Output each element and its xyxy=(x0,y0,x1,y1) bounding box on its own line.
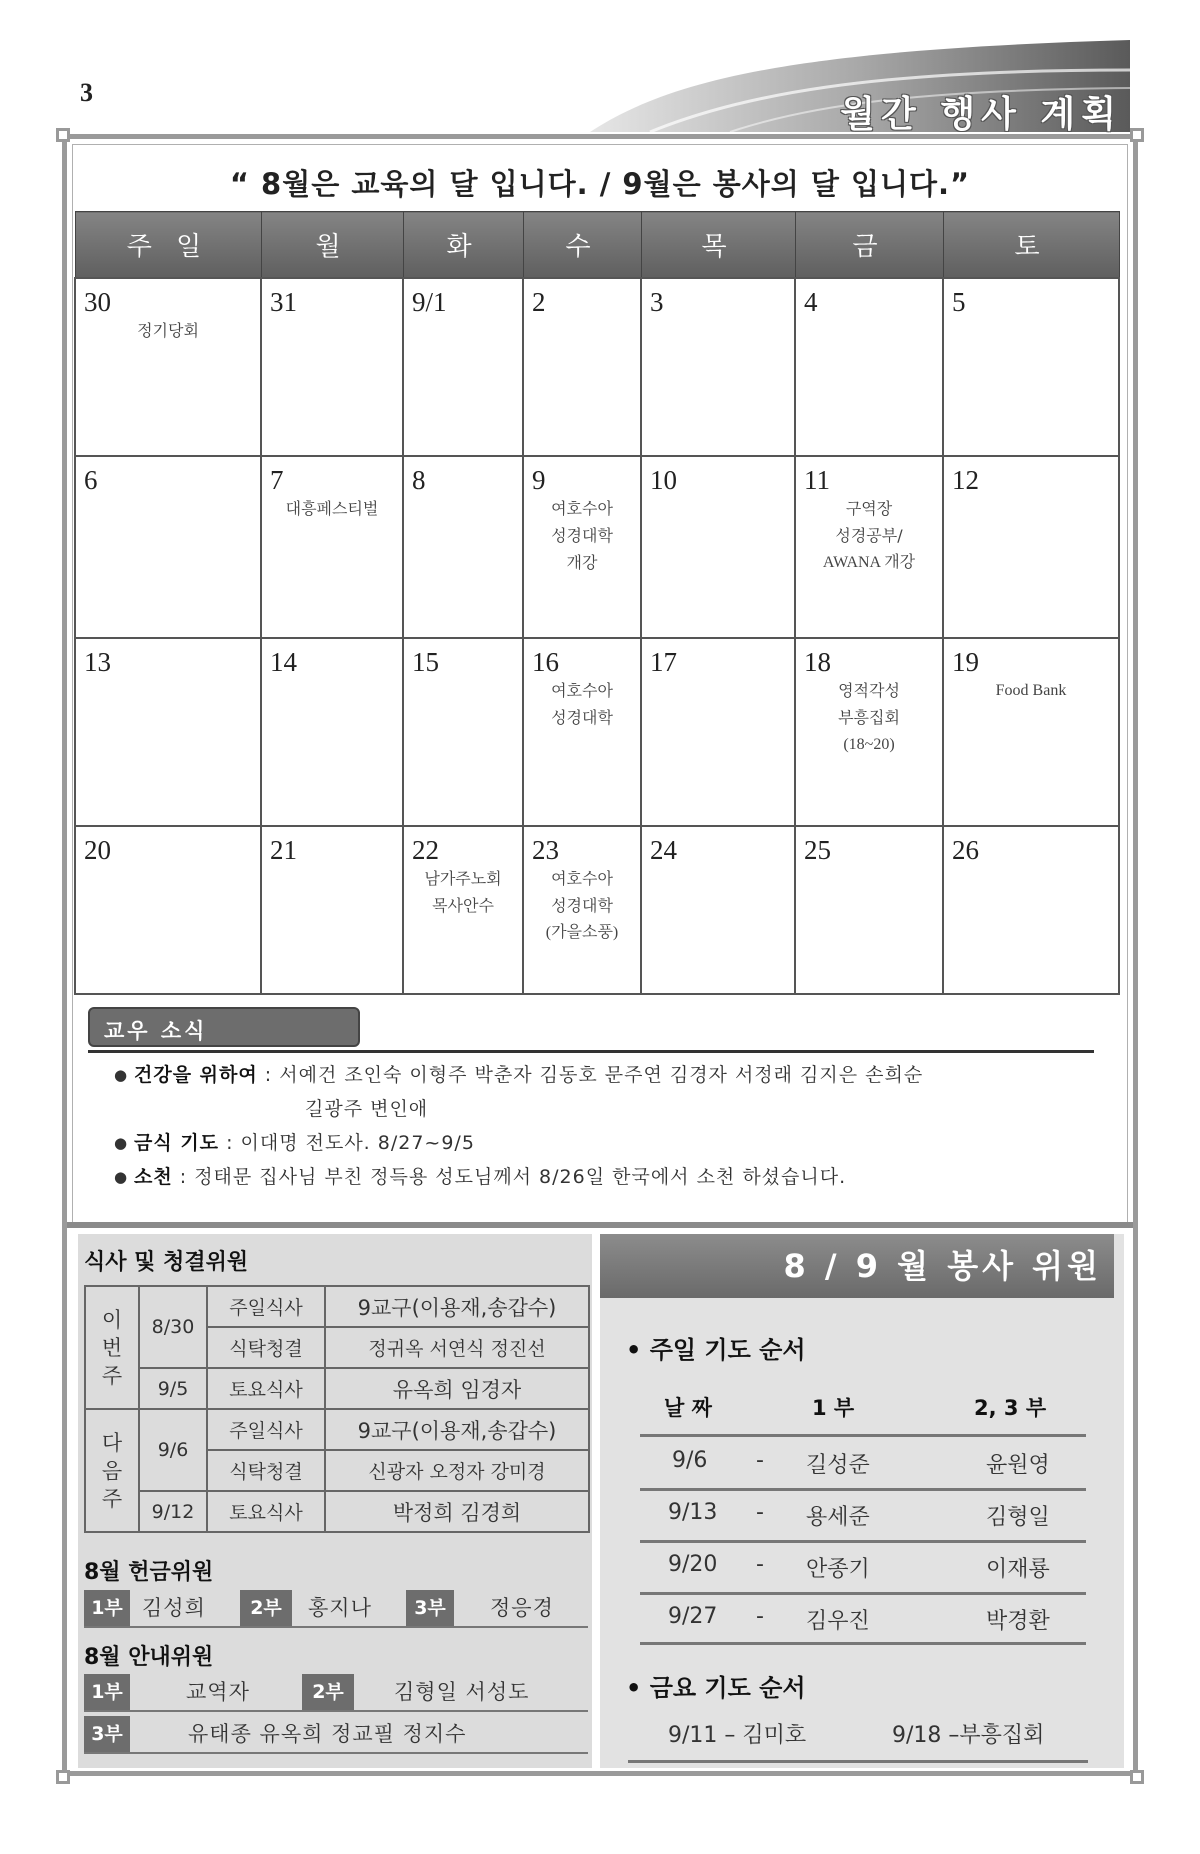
prayer-second-third: 박경환 xyxy=(986,1609,1050,1634)
calendar-event: Food Bank xyxy=(995,681,1067,699)
day-number: 11 xyxy=(804,464,830,495)
divider xyxy=(640,1592,1086,1595)
usher-roster xyxy=(84,1672,588,1712)
day-number: 12 xyxy=(952,464,979,495)
divider xyxy=(640,1488,1086,1491)
prayer-date: 9/27 xyxy=(668,1604,718,1629)
weekday-header: 목 xyxy=(641,212,795,278)
prayer-date: 9/20 xyxy=(668,1552,718,1577)
calendar-day-cell xyxy=(795,278,943,456)
corner-ornament xyxy=(56,128,70,142)
news-text: : 서예건 조인숙 이형주 박춘자 김동호 문주연 김경자 서정래 김지은 손희순 xyxy=(257,1064,924,1086)
table-row xyxy=(85,1368,589,1409)
names-cell: 박정희 김경희 xyxy=(325,1491,589,1532)
day-number: 23 xyxy=(532,834,559,865)
member-name: 홍지나 xyxy=(308,1596,372,1620)
news-text: : 이대명 전도사. 8/27~9/5 xyxy=(219,1132,475,1154)
day-number: 8 xyxy=(412,464,426,495)
calendar-day-cell xyxy=(403,826,523,994)
day-number: 16 xyxy=(532,646,559,677)
day-number: 17 xyxy=(650,646,677,677)
calendar-day-cell xyxy=(795,456,943,638)
date-cell: 9/6 xyxy=(139,1409,207,1491)
prayer-second-third: 윤원영 xyxy=(986,1453,1050,1478)
divider xyxy=(640,1540,1086,1543)
day-number: 18 xyxy=(804,646,831,677)
calendar-event: 성경대학 xyxy=(551,707,613,727)
day-number: 10 xyxy=(650,464,677,495)
day-number: 25 xyxy=(804,834,831,865)
calendar-table xyxy=(74,211,1120,995)
week-label: 다 음 주 xyxy=(85,1409,139,1532)
col-date-header: 날 짜 xyxy=(664,1396,712,1420)
calendar-day-cell xyxy=(641,278,795,456)
calendar-day-cell xyxy=(943,456,1119,638)
day-number: 6 xyxy=(84,464,98,495)
calendar-event: 남가주노회 xyxy=(424,868,502,888)
meal-duty-table xyxy=(84,1285,590,1533)
day-number: 19 xyxy=(952,646,979,677)
col-second-third-header: 2, 3 부 xyxy=(974,1396,1047,1420)
calendar-event: 영적각성 xyxy=(838,680,900,700)
calendar-day-cell xyxy=(943,826,1119,994)
day-number: 5 xyxy=(952,286,966,317)
duty-cell: 주일식사 xyxy=(207,1286,325,1327)
member-name: 김형일 서성도 xyxy=(394,1680,530,1704)
calendar-day-cell xyxy=(403,456,523,638)
calendar-day-cell xyxy=(641,456,795,638)
duty-cell: 주일식사 xyxy=(207,1409,325,1450)
calendar-day-cell xyxy=(75,638,261,826)
news-item xyxy=(114,1126,1114,1160)
prayer-first: 김우진 xyxy=(806,1609,870,1634)
calendar-week-row xyxy=(75,638,1119,826)
dash: - xyxy=(756,1552,764,1577)
calendar-week-row xyxy=(75,456,1119,638)
prayer-first: 안종기 xyxy=(806,1557,870,1582)
calendar-event: (가을소풍) xyxy=(545,923,619,941)
prayer-row xyxy=(640,1500,1086,1540)
member-name: 유태종 유옥희 정교필 정지수 xyxy=(188,1722,467,1746)
calendar-week-row xyxy=(75,826,1119,994)
service-tag: 1부 xyxy=(84,1590,130,1626)
meal-duty-title: 식사 및 청결위원 xyxy=(84,1250,249,1275)
weekday-header: 월 xyxy=(261,212,403,278)
calendar-day-cell xyxy=(261,456,403,638)
offering-title: 8월 헌금위원 xyxy=(84,1560,214,1585)
calendar-day-cell xyxy=(523,826,641,994)
table-row xyxy=(85,1409,589,1450)
prayer-second-third: 이재룡 xyxy=(986,1557,1050,1582)
news-list xyxy=(114,1058,1114,1194)
news-item xyxy=(114,1058,1114,1092)
news-label: 건강을 위하여 xyxy=(134,1064,258,1086)
calendar-event: 성경공부/ xyxy=(835,525,903,545)
day-number: 21 xyxy=(270,834,297,865)
divider xyxy=(88,1050,1094,1053)
service-tag: 3부 xyxy=(84,1716,130,1752)
prayer-row xyxy=(640,1448,1086,1488)
friday-prayer-row xyxy=(668,1718,1088,1749)
duty-cell: 토요식사 xyxy=(207,1491,325,1532)
news-label: 금식 기도 xyxy=(134,1132,220,1154)
weekday-header: 토 xyxy=(943,212,1119,278)
prayer-table-header xyxy=(640,1392,1080,1428)
calendar-day-cell xyxy=(75,278,261,456)
prayer-row xyxy=(640,1604,1086,1644)
calendar-day-cell xyxy=(641,826,795,994)
calendar-day-cell xyxy=(523,456,641,638)
date-cell: 9/12 xyxy=(139,1491,207,1532)
corner-ornament xyxy=(1130,1770,1144,1784)
divider xyxy=(640,1642,1086,1645)
calendar-event: 성경대학 xyxy=(551,895,613,915)
dash: - xyxy=(756,1604,764,1629)
calendar-day-cell xyxy=(403,638,523,826)
news-label: 소천 xyxy=(134,1166,173,1188)
news-text: : 정태문 집사님 부친 정득용 성도님께서 8/26일 한국에서 소천 하셨습니다. xyxy=(172,1166,847,1188)
bullet-icon: ● xyxy=(114,1168,129,1186)
service-tag: 2부 xyxy=(302,1674,354,1710)
calendar-day-cell xyxy=(795,826,943,994)
weekday-header: 주 일 xyxy=(75,212,261,278)
day-number: 20 xyxy=(84,834,111,865)
header-title: 월간 행사 계획 xyxy=(840,94,1122,135)
section-separator xyxy=(67,1222,1133,1228)
week-label: 이 번 주 xyxy=(85,1286,139,1409)
names-cell: 신광자 오정자 강미경 xyxy=(325,1450,589,1491)
day-number: 9 xyxy=(532,464,546,495)
corner-ornament xyxy=(56,1770,70,1784)
calendar-day-cell xyxy=(261,278,403,456)
sunday-prayer-title: • 주일 기도 순서 xyxy=(626,1336,806,1364)
duty-cell: 식탁청결 xyxy=(207,1450,325,1491)
friday-prayer-item: 9/11 – 김미호 xyxy=(668,1723,807,1748)
news-section-tab: 교우 소식 xyxy=(88,1007,360,1047)
corner-ornament xyxy=(1130,128,1144,142)
weekday-header: 수 xyxy=(523,212,641,278)
duty-cell: 토요식사 xyxy=(207,1368,325,1409)
day-number: 3 xyxy=(650,286,664,317)
calendar-day-cell xyxy=(943,638,1119,826)
service-banner: 8 / 9 월 봉사 위원 xyxy=(600,1234,1114,1298)
news-text-continued: 길광주 변인애 xyxy=(305,1098,429,1120)
date-cell: 8/30 xyxy=(139,1286,207,1368)
weekday-header: 화 xyxy=(403,212,523,278)
divider xyxy=(640,1434,1086,1437)
day-number: 2 xyxy=(532,286,546,317)
names-cell: 유옥희 임경자 xyxy=(325,1368,589,1409)
day-number: 31 xyxy=(270,286,297,317)
day-number: 30 xyxy=(84,286,111,317)
prayer-date: 9/13 xyxy=(668,1500,718,1525)
monthly-motto: “ 8월은 교육의 달 입니다. / 9월은 봉사의 달 입니다.” xyxy=(229,167,971,201)
offering-roster xyxy=(84,1588,588,1628)
calendar-day-cell xyxy=(641,638,795,826)
prayer-row xyxy=(640,1552,1086,1592)
calendar-day-cell xyxy=(403,278,523,456)
news-item xyxy=(114,1160,1114,1194)
dash: - xyxy=(756,1448,764,1473)
calendar-day-cell xyxy=(795,638,943,826)
calendar-event: 대흥페스티벌 xyxy=(285,498,379,518)
day-number: 7 xyxy=(270,464,284,495)
day-number: 24 xyxy=(650,834,677,865)
friday-prayer-item: 9/18 –부흥집회 xyxy=(892,1723,1045,1748)
prayer-second-third: 김형일 xyxy=(986,1505,1050,1530)
bullet-icon: ● xyxy=(114,1134,129,1152)
calendar-day-cell xyxy=(523,278,641,456)
dash: - xyxy=(756,1500,764,1525)
date-cell: 9/5 xyxy=(139,1368,207,1409)
calendar-event: (18~20) xyxy=(843,735,895,753)
table-row xyxy=(85,1286,589,1327)
calendar-day-cell xyxy=(75,826,261,994)
calendar-header-row xyxy=(75,212,1119,278)
duty-cell: 식탁청결 xyxy=(207,1327,325,1368)
names-cell: 정귀옥 서연식 정진선 xyxy=(325,1327,589,1368)
divider xyxy=(628,1760,1088,1763)
calendar-day-cell xyxy=(523,638,641,826)
usher-roster xyxy=(84,1714,588,1754)
names-cell: 9교구(이용재,송갑수) xyxy=(325,1409,589,1450)
member-name: 김성희 xyxy=(142,1596,206,1620)
calendar-event: 개강 xyxy=(566,552,598,572)
calendar-day-cell xyxy=(261,638,403,826)
calendar-event: 여호수아 xyxy=(551,868,613,888)
member-name: 교역자 xyxy=(186,1680,250,1704)
weekday-header: 금 xyxy=(795,212,943,278)
day-number: 13 xyxy=(84,646,111,677)
calendar-event: 여호수아 xyxy=(551,680,613,700)
calendar-day-cell xyxy=(75,456,261,638)
prayer-date: 9/6 xyxy=(672,1448,708,1473)
service-tag: 1부 xyxy=(84,1674,130,1710)
day-number: 14 xyxy=(270,646,297,677)
calendar-event: AWANA 개강 xyxy=(822,553,916,571)
calendar-week-row xyxy=(75,278,1119,456)
usher-title: 8월 안내위원 xyxy=(84,1645,214,1670)
day-number: 22 xyxy=(412,834,439,865)
service-tag: 3부 xyxy=(406,1590,454,1626)
day-number: 15 xyxy=(412,646,439,677)
calendar-event: 정기당회 xyxy=(137,320,199,340)
day-number: 26 xyxy=(952,834,979,865)
friday-prayer-title: • 금요 기도 순서 xyxy=(626,1674,806,1702)
names-cell: 9교구(이용재,송갑수) xyxy=(325,1286,589,1327)
bullet-icon: ● xyxy=(114,1066,129,1084)
calendar-event: 부흥집회 xyxy=(838,707,900,727)
page-number: 3 xyxy=(80,78,93,107)
col-first-header: 1 부 xyxy=(812,1396,855,1420)
prayer-first: 용세준 xyxy=(806,1505,870,1530)
service-tag: 2부 xyxy=(240,1590,292,1626)
day-number: 4 xyxy=(804,286,818,317)
prayer-first: 길성준 xyxy=(806,1453,870,1478)
member-name: 정응경 xyxy=(490,1596,554,1620)
calendar-event: 목사안수 xyxy=(432,895,494,915)
table-row xyxy=(85,1491,589,1532)
day-number: 9/1 xyxy=(412,286,447,317)
calendar-day-cell xyxy=(261,826,403,994)
calendar-event: 여호수아 xyxy=(551,498,613,518)
calendar-event: 성경대학 xyxy=(551,525,613,545)
calendar-event: 구역장 xyxy=(845,498,893,518)
calendar-day-cell xyxy=(943,278,1119,456)
